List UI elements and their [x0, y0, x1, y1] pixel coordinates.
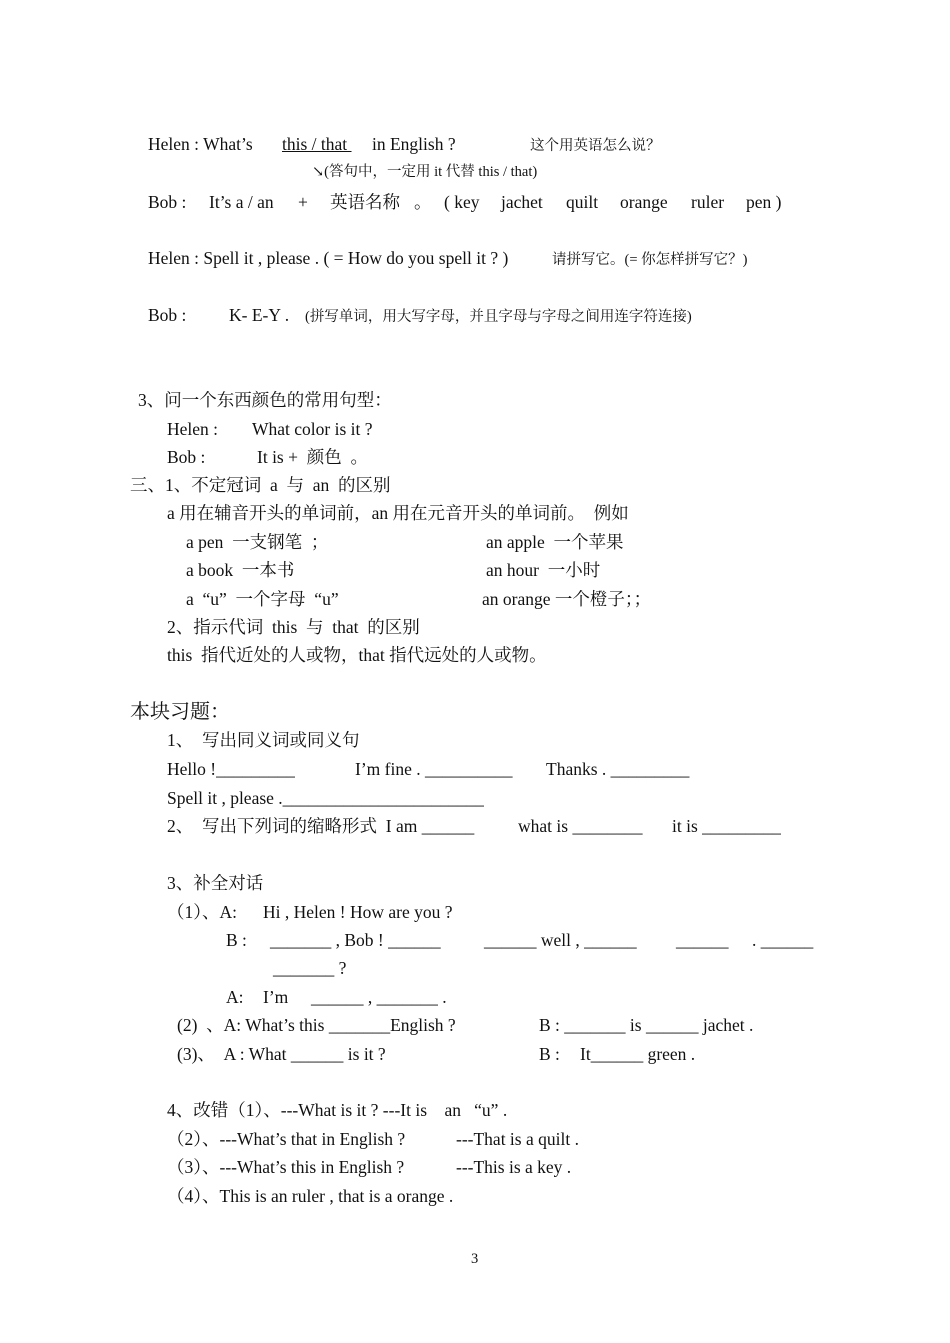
- word-ruler: ruler: [691, 192, 725, 212]
- example-a-book: a book 一本书: [186, 560, 295, 580]
- example-an-orange: an orange 一个橙子；；: [482, 589, 652, 609]
- dialogue-1-a-label: （1）、A:: [167, 902, 237, 922]
- exercise-4-item-2-a: ---That is a quilt .: [456, 1129, 579, 1149]
- exercise-4-item-3-q: （3）、---What’s this in English ?: [167, 1157, 405, 1177]
- dialogue-1-a-text: Hi , Helen ! How are you ?: [263, 902, 453, 922]
- word-key: ( key: [444, 192, 480, 212]
- this-that-underlined: this / that: [282, 134, 352, 154]
- dialogue-1-b-blanks-4: . ______: [752, 930, 814, 950]
- exercise-3-heading: 3、补全对话: [167, 873, 264, 893]
- exercise-2-what-is: what is ________: [518, 816, 643, 836]
- exercise-4-item-2-q: （2）、---What’s that in English ?: [167, 1129, 406, 1149]
- answer-note: ↘(答句中，一定用 it 代替 this / that): [312, 164, 538, 180]
- dialogue-2-b: B : _______ is ______ jachet .: [539, 1015, 754, 1035]
- translation-note-2: 请拼写它。(= 你怎样拼写它？): [552, 252, 748, 268]
- dialogue-1-a2-blanks: ______ , _______ .: [311, 987, 447, 1007]
- exercises-title: 本块习题：: [130, 701, 230, 723]
- dialogue-1-b-blanks-1: _______ , Bob ! ______: [270, 930, 441, 950]
- color-section-heading: 3、问一个东西颜色的常用句型：: [138, 390, 392, 410]
- example-a-u: a “u” 一个字母 “u”: [186, 589, 339, 609]
- exercise-2-it-is: it is _________: [672, 816, 781, 836]
- dialogue-3-a: (3)、 A : What ______ is it ?: [177, 1044, 386, 1064]
- period-cn: 。: [414, 192, 432, 212]
- spelled-key: K- E-Y .: [229, 305, 290, 325]
- dialogue-1-a2-label: A:: [226, 987, 244, 1007]
- dialogue-1-b-blanks-2: ______ well , ______: [484, 930, 637, 950]
- dialogue-2-a: (2) 、A: What’s this _______English ?: [177, 1015, 456, 1035]
- word-orange: orange: [620, 192, 668, 212]
- translation-note-1: 这个用英语怎么说？: [530, 138, 661, 154]
- blank-hello: Hello !_________: [167, 759, 295, 779]
- dialogue-1-a2-im: I’m: [263, 987, 289, 1007]
- word-pen: pen ): [746, 192, 782, 212]
- demonstratives-description: this 指代近处的人或物，that 指代远处的人或物。: [167, 645, 547, 665]
- articles-description: a 用在辅音开头的单词前，an 用在元音开头的单词前。 例如: [167, 503, 629, 523]
- bob-label-2: Bob :: [148, 305, 187, 325]
- translation-note-3: (拼写单词，用大写字母，并且字母与字母之间用连字符连接): [305, 309, 692, 325]
- bob-label-color: Bob :: [167, 447, 206, 467]
- word-quilt: quilt: [566, 192, 599, 212]
- plus-sign: +: [298, 192, 308, 212]
- exercise-4-item-1: 4、改错（1）、---What is it ? ---It is an “u” .: [167, 1100, 508, 1120]
- exercise-4-item-4: （4）、This is an ruler , that is a orange .: [167, 1186, 454, 1206]
- helen-question-suffix: in English ?: [372, 134, 456, 154]
- blank-im-fine: I’m fine . __________: [355, 759, 513, 779]
- spell-request: Helen : Spell it , please . ( = How do you spell it ? ): [148, 248, 509, 268]
- dialogue-1-b-blanks-5: _______ ?: [273, 958, 347, 978]
- blank-thanks: Thanks . _________: [546, 759, 690, 779]
- color-question: What color is it ?: [252, 419, 373, 439]
- exercise-1-heading: 1、 写出同义词或同义句: [167, 730, 360, 750]
- word-jachet: jachet: [501, 192, 543, 212]
- exercise-2-i-am: 2、 写出下列词的缩略形式 I am ______: [167, 816, 475, 836]
- its-a-an: It’s a / an: [209, 192, 274, 212]
- exercise-4-item-3-a: ---This is a key .: [456, 1157, 572, 1177]
- demonstratives-heading: 2、指示代词 this 与 that 的区别: [167, 617, 420, 637]
- color-answer: It is + 颜色 。: [257, 447, 368, 467]
- page-number: 3: [471, 1251, 479, 1267]
- dialogue-3-b-label: B :: [539, 1044, 560, 1064]
- dialogue-1-b-label: B :: [226, 930, 247, 950]
- example-an-hour: an hour 一小时: [486, 560, 601, 580]
- helen-label-color: Helen :: [167, 419, 219, 439]
- blank-spell-it: Spell it , please ._______________________: [167, 788, 484, 808]
- example-an-apple: an apple 一个苹果: [486, 532, 624, 552]
- dialogue-3-b-text: It______ green .: [580, 1044, 696, 1064]
- helen-question-prefix: Helen : What’s: [148, 134, 253, 154]
- dialogue-1-b-blanks-3: ______: [676, 930, 729, 950]
- english-name: 英语名称: [330, 192, 400, 212]
- articles-heading: 三、1、不定冠词 a 与 an 的区别: [130, 475, 391, 495]
- bob-label-1: Bob :: [148, 192, 187, 212]
- example-a-pen: a pen 一支钢笔 ；: [186, 532, 329, 552]
